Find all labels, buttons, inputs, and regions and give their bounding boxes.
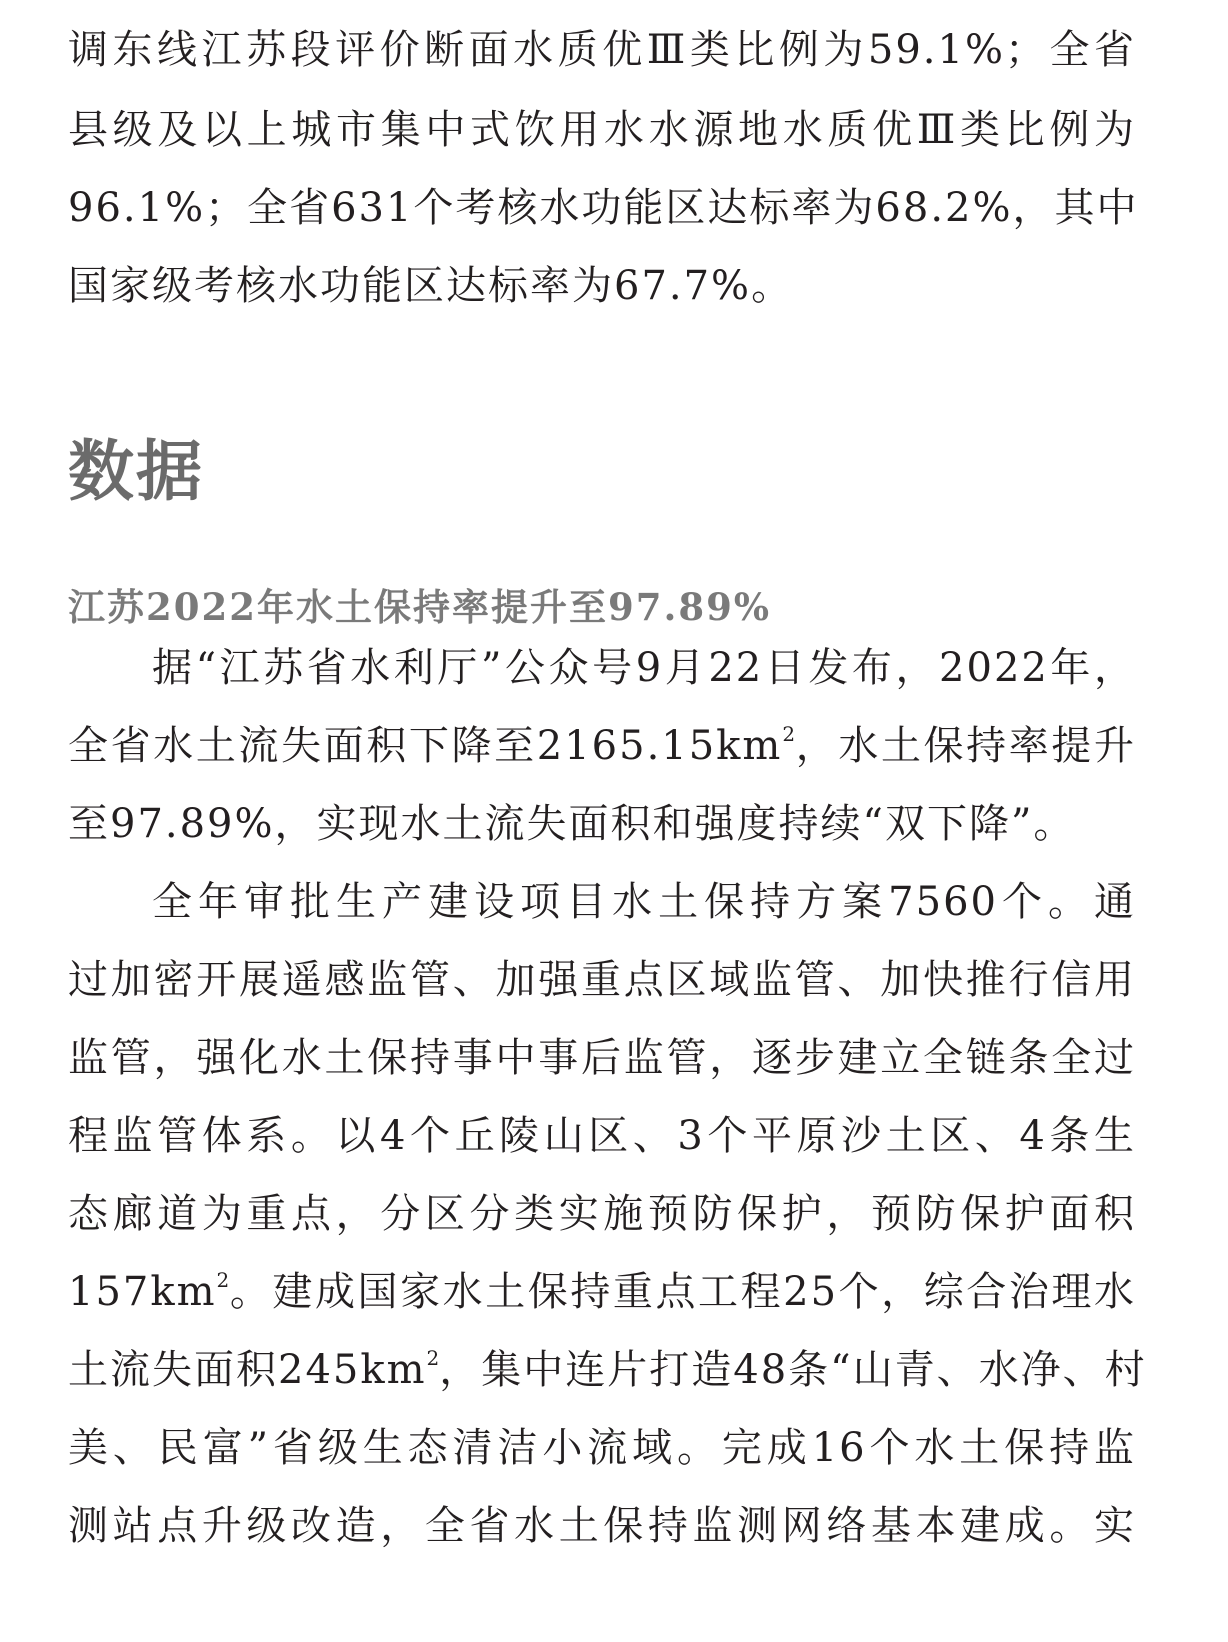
section-title: 数据 [68, 433, 204, 510]
article-title: 江苏2022年水土保持率提升至97.89% [68, 585, 771, 629]
p1-line-3: 至97.89%，实现水土流失面积和强度持续“双下降”。 [68, 801, 1076, 847]
p2-line-9: 测站点升级改造，全省水土保持监测网络基本建成。实 [68, 1503, 1136, 1549]
p2-line-5: 态廊道为重点，分区分类实施预防保护，预防保护面积 [68, 1191, 1136, 1237]
intro-line-1: 调东线江苏段评价断面水质优Ⅲ类比例为59.1%；全省 [68, 27, 1136, 73]
p1-line-2 [68, 718, 1136, 774]
p2-line-7 [68, 1342, 1147, 1398]
p1-line-1: 据“江苏省水利厅”公众号9月22日发布，2022年， [152, 645, 1136, 691]
p1-line-2-pre: 全省水土流失面积下降至2165.15km [68, 723, 783, 769]
p1-line-2-post: ，水土保持率提升 [795, 723, 1137, 769]
superscript: 2 [216, 1268, 230, 1292]
p2-line-3: 监管，强化水土保持事中事后监管，逐步建立全链条全过 [68, 1035, 1136, 1081]
intro-line-3: 96.1%；全省631个考核水功能区达标率为68.2%，其中 [68, 185, 1139, 231]
p2-line-7-post: ，集中连片打造48条“山青、水净、村 [439, 1347, 1147, 1393]
superscript: 2 [426, 1346, 440, 1370]
p2-line-6-post: 。建成国家水土保持重点工程25个，综合治理水 [229, 1269, 1136, 1315]
p2-line-4: 程监管体系。以4个丘陵山区、3个平原沙土区、4条生 [68, 1113, 1136, 1159]
p2-line-8: 美、民富”省级生态清洁小流域。完成16个水土保持监 [68, 1425, 1136, 1471]
p2-line-1: 全年审批生产建设项目水土保持方案7560个。通 [152, 879, 1136, 925]
p2-line-2: 过加密开展遥感监管、加强重点区域监管、加快推行信用 [68, 957, 1136, 1003]
p2-line-6 [68, 1264, 1136, 1320]
intro-line-4: 国家级考核水功能区达标率为67.7%。 [68, 263, 794, 309]
superscript: 2 [782, 722, 796, 746]
intro-line-2: 县级及以上城市集中式饮用水水源地水质优Ⅲ类比例为 [68, 107, 1136, 153]
p2-line-7-pre: 土流失面积245km [68, 1347, 427, 1393]
p2-line-6-pre: 157km [68, 1269, 217, 1315]
